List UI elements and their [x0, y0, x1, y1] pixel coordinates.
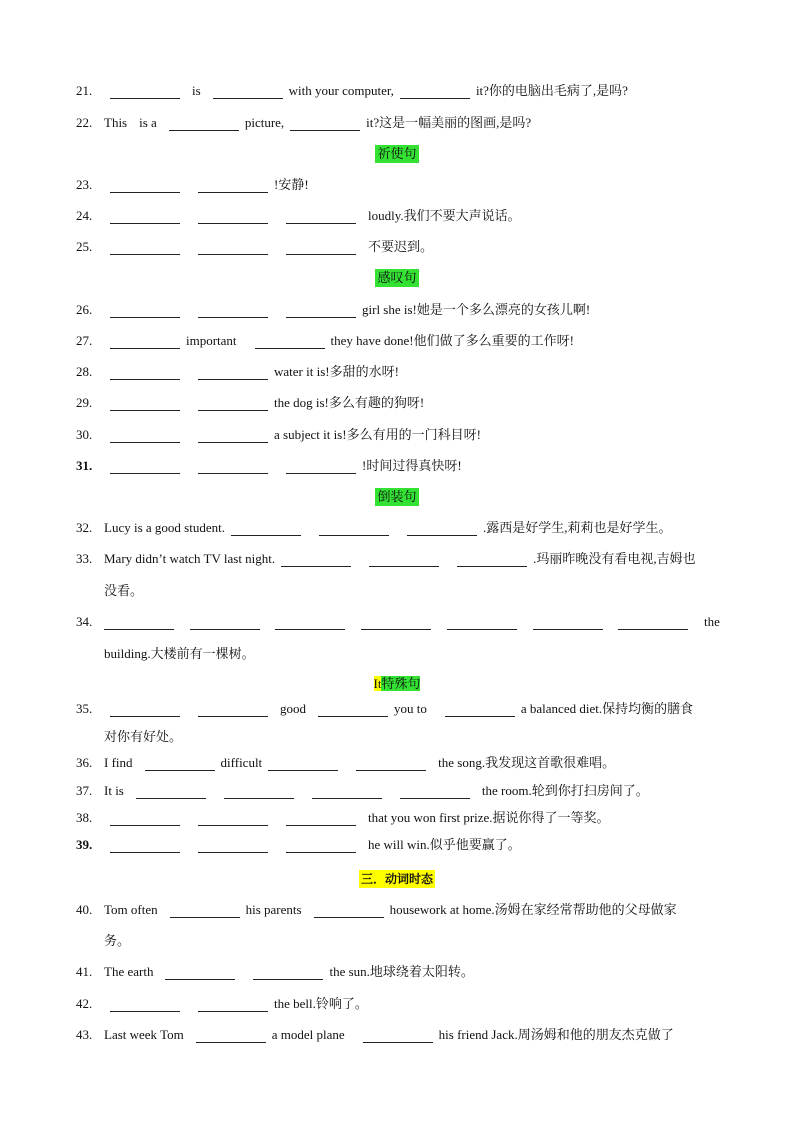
- answer-blank[interactable]: [268, 756, 338, 771]
- question-number: 28.: [76, 364, 93, 379]
- answer-blank[interactable]: [198, 702, 268, 717]
- text: picture,: [244, 115, 285, 130]
- question-28: [0, 362, 794, 382]
- answer-blank[interactable]: [400, 784, 470, 799]
- answer-blank[interactable]: [198, 811, 268, 826]
- text: Last week Tom: [104, 1027, 184, 1042]
- section-heading-inversion: [0, 487, 794, 507]
- text: The earth: [104, 964, 154, 979]
- question-38: [0, 808, 794, 828]
- section-heading-exclamatory: [0, 268, 794, 288]
- text: the: [704, 614, 720, 629]
- text: !时间过得真快呀!: [362, 458, 462, 473]
- text: his friend Jack.周汤姆和他的朋友杰克做了: [438, 1027, 674, 1042]
- text: important: [186, 333, 237, 348]
- question-number: 36.: [76, 755, 93, 770]
- text: the dog is!多么有趣的狗呀!: [274, 395, 425, 410]
- answer-blank[interactable]: [356, 756, 426, 771]
- text: 对你有好处。: [104, 729, 183, 744]
- heading-text: [374, 675, 421, 693]
- answer-blank[interactable]: [110, 178, 180, 193]
- answer-blank[interactable]: [213, 84, 283, 99]
- answer-blank[interactable]: [110, 84, 180, 99]
- answer-blank[interactable]: [110, 428, 180, 443]
- text: water it is!多甜的水呀!: [274, 364, 399, 379]
- text: the room.轮到你打扫房间了。: [481, 783, 649, 798]
- text: his parents: [245, 902, 302, 917]
- question-26: [0, 300, 794, 320]
- question-42: [0, 994, 794, 1014]
- question-number: 30.: [76, 427, 93, 442]
- answer-blank[interactable]: [253, 965, 323, 980]
- section-heading-verb-tense: [0, 869, 794, 889]
- question-24: [0, 206, 794, 226]
- answer-blank[interactable]: [165, 965, 235, 980]
- answer-blank[interactable]: [196, 1028, 266, 1043]
- answer-blank[interactable]: [198, 209, 268, 224]
- section-heading-imperative: [0, 144, 794, 164]
- question-number: 42.: [76, 996, 93, 1011]
- question-number: 26.: [76, 302, 93, 317]
- text: the bell.铃响了。: [274, 996, 368, 1011]
- text: housework at home.汤姆在家经常帮助他的父母做家: [389, 902, 677, 917]
- question-number: 29.: [76, 395, 93, 410]
- question-number: 25.: [76, 239, 93, 254]
- question-32: [0, 518, 794, 538]
- question-31: [0, 456, 794, 476]
- answer-blank[interactable]: [445, 702, 515, 717]
- text: Tom often: [104, 902, 158, 917]
- text: girl she is!她是一个多么漂亮的女孩儿啊!: [362, 302, 591, 317]
- answer-blank[interactable]: [275, 615, 345, 630]
- answer-blank[interactable]: [286, 303, 356, 318]
- text: a model plane: [271, 1027, 345, 1042]
- text: building.大楼前有一棵树。: [104, 646, 255, 661]
- text: the song.我发现这首歌很难唱。: [438, 755, 616, 770]
- text: 不要迟到。: [368, 239, 434, 254]
- answer-blank[interactable]: [447, 615, 517, 630]
- text: difficult: [220, 755, 263, 770]
- answer-blank[interactable]: [361, 615, 431, 630]
- answer-blank[interactable]: [110, 702, 180, 717]
- question-34-continued: [0, 644, 794, 664]
- question-33-continued: [0, 581, 794, 601]
- text: it?你的电脑出毛病了,是吗?: [475, 83, 628, 98]
- question-34: [0, 612, 794, 632]
- answer-blank[interactable]: [224, 784, 294, 799]
- text: they have done!他们做了多么重要的工作呀!: [330, 333, 574, 348]
- text: Lucy is a good student.: [104, 520, 225, 535]
- answer-blank[interactable]: [369, 552, 439, 567]
- question-number: 23.: [76, 177, 93, 192]
- answer-blank[interactable]: [110, 838, 180, 853]
- answer-blank[interactable]: [110, 303, 180, 318]
- question-29: [0, 393, 794, 413]
- text: a subject it is!多么有用的一门科目呀!: [274, 427, 481, 442]
- answer-blank[interactable]: [286, 811, 356, 826]
- heading-it: It: [373, 676, 382, 691]
- answer-blank[interactable]: [618, 615, 688, 630]
- answer-blank[interactable]: [198, 997, 268, 1012]
- answer-blank[interactable]: [533, 615, 603, 630]
- answer-blank[interactable]: [110, 997, 180, 1012]
- question-number: 24.: [76, 208, 93, 223]
- answer-blank[interactable]: [198, 178, 268, 193]
- question-40: [0, 900, 794, 920]
- answer-blank[interactable]: [231, 521, 301, 536]
- question-number: 40.: [76, 902, 93, 917]
- text: he will win.似乎他要赢了。: [368, 837, 521, 852]
- answer-blank[interactable]: [318, 702, 388, 717]
- question-35: [0, 699, 794, 719]
- question-number: 32.: [76, 520, 93, 535]
- text: .玛丽昨晚没有看电视,吉姆也: [533, 551, 696, 566]
- answer-blank[interactable]: [170, 903, 240, 918]
- answer-blank[interactable]: [198, 396, 268, 411]
- answer-blank[interactable]: [281, 552, 351, 567]
- section-heading-it-special: [0, 674, 794, 694]
- answer-blank[interactable]: [286, 459, 356, 474]
- text: loudly.我们不要大声说话。: [368, 208, 521, 223]
- text: Mary didn’t watch TV last night.: [104, 551, 276, 566]
- question-23: [0, 175, 794, 195]
- answer-blank[interactable]: [457, 552, 527, 567]
- text: the sun.地球绕着太阳转。: [329, 964, 474, 979]
- question-36: [0, 753, 794, 773]
- question-33: [0, 549, 794, 569]
- answer-blank[interactable]: [255, 334, 325, 349]
- answer-blank[interactable]: [110, 240, 180, 255]
- answer-blank[interactable]: [407, 521, 477, 536]
- answer-blank[interactable]: [104, 615, 174, 630]
- answer-blank[interactable]: [190, 615, 260, 630]
- heading-text: 三．动词时态: [360, 872, 433, 886]
- question-40-continued: [0, 931, 794, 951]
- heading-text: 感叹句: [377, 270, 417, 285]
- answer-blank[interactable]: [110, 459, 180, 474]
- answer-blank[interactable]: [110, 334, 180, 349]
- text: 务。: [104, 933, 131, 948]
- answer-blank[interactable]: [198, 428, 268, 443]
- question-number: 34.: [76, 614, 93, 629]
- answer-blank[interactable]: [319, 521, 389, 536]
- question-number: 31.: [76, 458, 93, 473]
- question-number: 22.: [76, 115, 93, 130]
- answer-blank[interactable]: [286, 838, 356, 853]
- text: It is: [104, 783, 124, 798]
- question-35-continued: [0, 727, 794, 747]
- answer-blank[interactable]: [198, 459, 268, 474]
- answer-blank[interactable]: [198, 838, 268, 853]
- question-39: [0, 835, 794, 855]
- text: a balanced diet.保持均衡的膳食: [520, 701, 694, 716]
- answer-blank[interactable]: [286, 240, 356, 255]
- answer-blank[interactable]: [312, 784, 382, 799]
- question-number: 37.: [76, 783, 93, 798]
- answer-blank[interactable]: [314, 903, 384, 918]
- question-41: [0, 962, 794, 982]
- text: good: [280, 701, 306, 716]
- answer-blank[interactable]: [198, 365, 268, 380]
- question-number: 39.: [76, 837, 93, 852]
- answer-blank[interactable]: [110, 365, 180, 380]
- question-number: 21.: [76, 83, 93, 98]
- question-43: [0, 1025, 794, 1045]
- answer-blank[interactable]: [110, 811, 180, 826]
- question-number: 38.: [76, 810, 93, 825]
- question-27: [0, 331, 794, 351]
- text: .露西是好学生,莉莉也是好学生。: [482, 520, 672, 535]
- question-number: 33.: [76, 551, 93, 566]
- answer-blank[interactable]: [363, 1028, 433, 1043]
- answer-blank[interactable]: [400, 84, 470, 99]
- text: is a: [139, 115, 157, 130]
- text: I find: [104, 755, 133, 770]
- heading-special: 特殊句: [381, 676, 421, 691]
- text: is: [192, 83, 201, 98]
- answer-blank[interactable]: [136, 784, 206, 799]
- answer-blank[interactable]: [198, 240, 268, 255]
- text: it?这是一幅美丽的图画,是吗?: [366, 115, 532, 130]
- question-30: [0, 425, 794, 445]
- heading-text: 倒装句: [377, 489, 417, 504]
- text: 没看。: [104, 583, 144, 598]
- question-number: 41.: [76, 964, 93, 979]
- question-number: 27.: [76, 333, 93, 348]
- answer-blank[interactable]: [290, 116, 360, 131]
- answer-blank[interactable]: [145, 756, 215, 771]
- text: that you won first prize.据说你得了一等奖。: [368, 810, 610, 825]
- heading-text: 祈使句: [377, 146, 417, 161]
- question-number: 43.: [76, 1027, 93, 1042]
- answer-blank[interactable]: [286, 209, 356, 224]
- answer-blank[interactable]: [169, 116, 239, 131]
- question-22: [0, 113, 794, 133]
- text: This: [104, 115, 128, 130]
- question-25: [0, 237, 794, 257]
- question-number: 35.: [76, 701, 93, 716]
- answer-blank[interactable]: [110, 209, 180, 224]
- question-37: [0, 781, 794, 801]
- text: !安静!: [274, 177, 309, 192]
- question-21: [0, 81, 794, 101]
- text: with your computer,: [288, 83, 394, 98]
- answer-blank[interactable]: [198, 303, 268, 318]
- text: you to: [394, 701, 427, 716]
- answer-blank[interactable]: [110, 396, 180, 411]
